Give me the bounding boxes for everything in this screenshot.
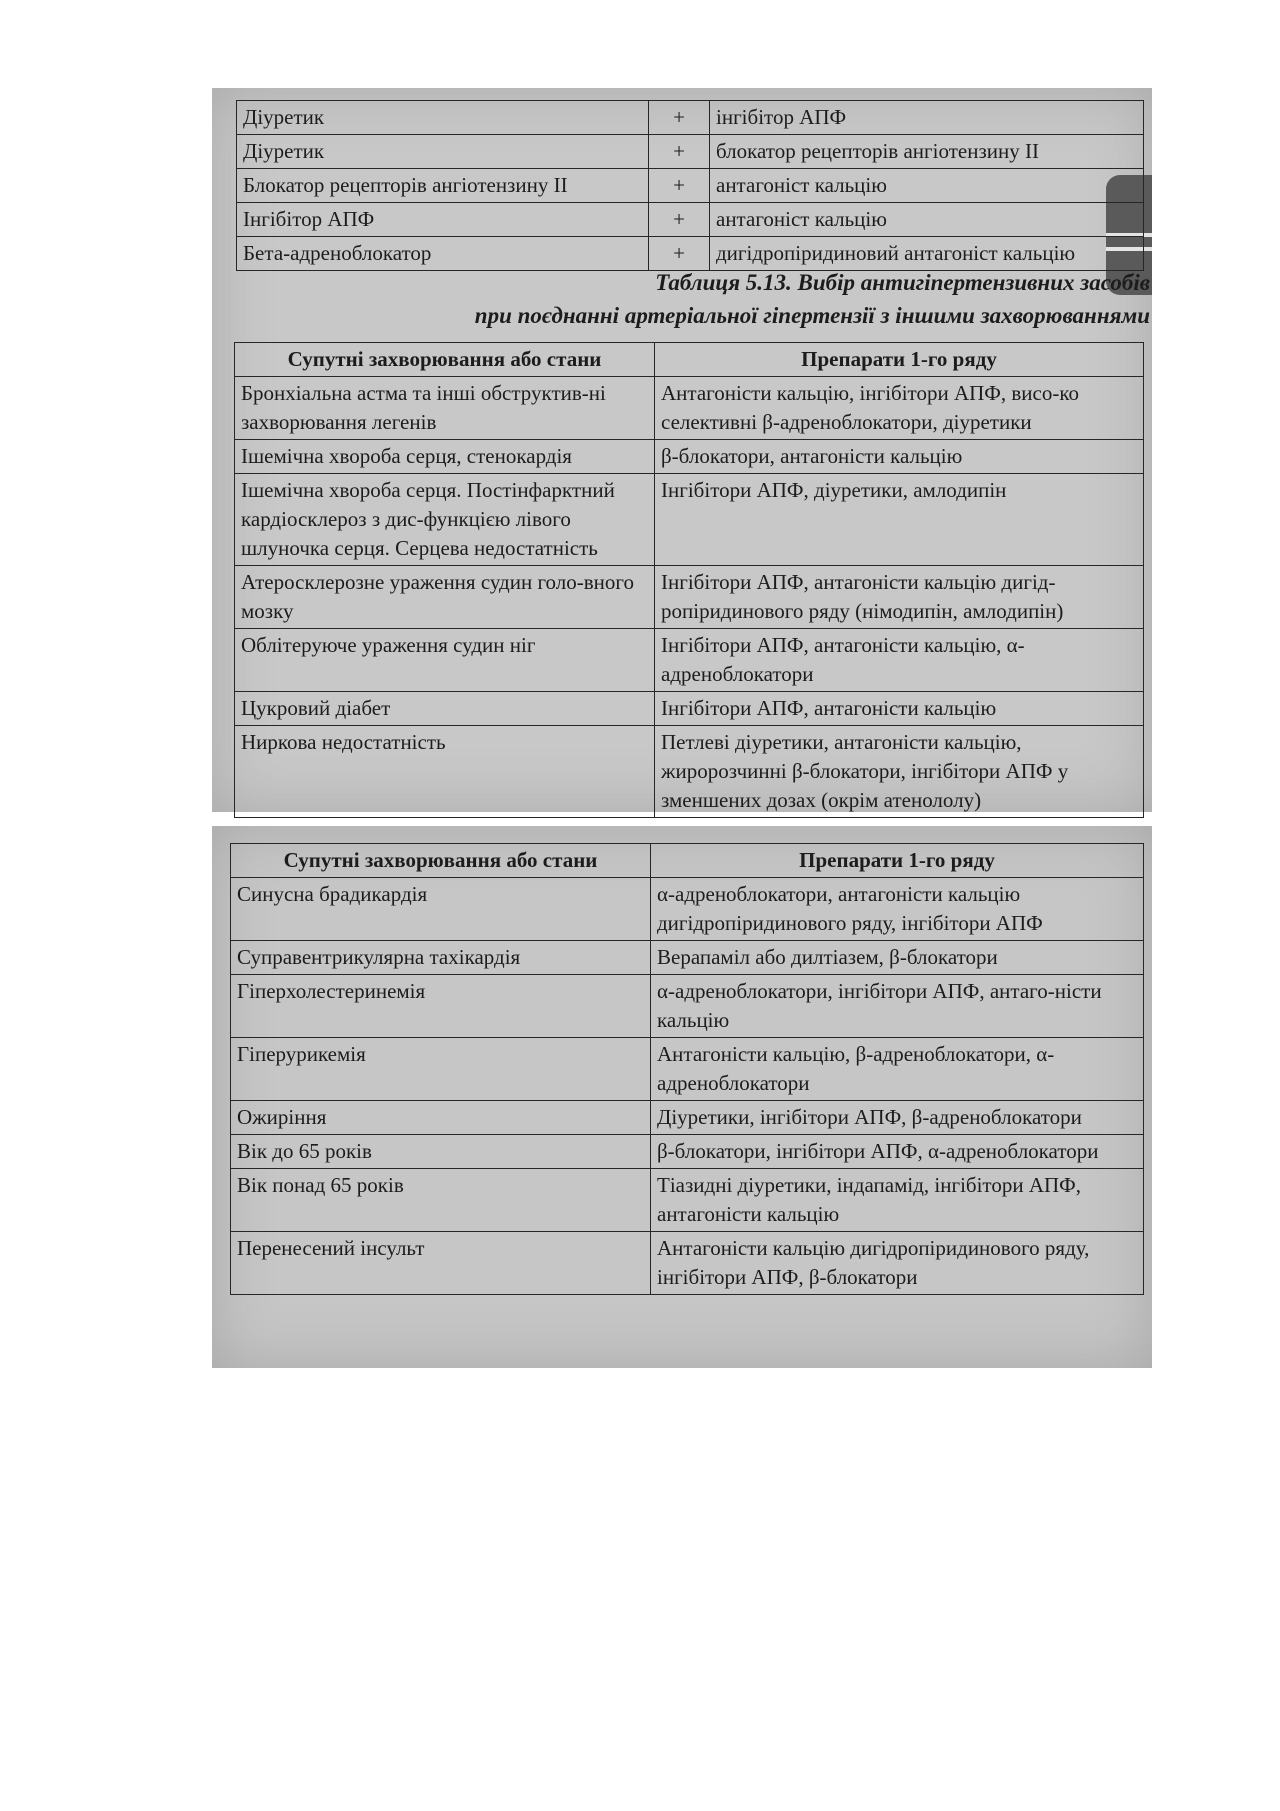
caption-line-1: Таблиця 5.13. Вибір антигіпертензивних засобів — [655, 270, 1150, 295]
table-row — [237, 203, 1144, 237]
table-row — [231, 1232, 1144, 1295]
table-row — [235, 692, 1144, 726]
drugs-cell: Інгібітори АПФ, антагоністи кальцію — [655, 692, 1144, 726]
table-row — [235, 629, 1144, 692]
condition-cell: Ожиріння — [231, 1101, 651, 1135]
drugs-cell: Тіазидні діуретики, індапамід, інгібітори АПФ, антагоністи кальцію — [651, 1169, 1144, 1232]
drugs-cell: Інгібітори АПФ, антагоністи кальцію дигід-ропіридинового ряду (німодипін, амлодипін) — [655, 566, 1144, 629]
combo-left: Блокатор рецепторів ангіотензину II — [237, 169, 649, 203]
condition-cell: Ниркова недостатність — [235, 726, 655, 818]
condition-cell: Гіперурикемія — [231, 1038, 651, 1101]
condition-cell: Бронхіальна астма та інші обструктив-ні захворювання легенів — [235, 377, 655, 440]
condition-cell: Суправентрикулярна тахікардія — [231, 941, 651, 975]
column-header-drugs: Препарати 1-го ряду — [651, 844, 1144, 878]
condition-cell: Ішемічна хвороба серця. Постінфарктний кардіосклероз з дис-функцією лівого шлуночка серця. Серцева недостатність — [235, 474, 655, 566]
combo-right: дигідропіридиновий антагоніст кальцію — [710, 237, 1144, 271]
combo-sign: + — [649, 169, 710, 203]
drugs-cell: α-адреноблокатори, антагоністи кальцію дигідропіридинового ряду, інгібітори АПФ — [651, 878, 1144, 941]
table-row — [237, 135, 1144, 169]
table-row — [231, 1101, 1144, 1135]
condition-cell: Перенесений інсульт — [231, 1232, 651, 1295]
table-row — [231, 975, 1144, 1038]
condition-cell: Синусна брадикардія — [231, 878, 651, 941]
combo-sign: + — [649, 135, 710, 169]
combo-left: Бета-адреноблокатор — [237, 237, 649, 271]
combo-right: інгібітор АПФ — [710, 101, 1144, 135]
table-row — [231, 878, 1144, 941]
table-row — [231, 1135, 1144, 1169]
table-row — [235, 566, 1144, 629]
table-row — [235, 440, 1144, 474]
drugs-cell: Антагоністи кальцію дигідропіридинового ряду, інгібітори АПФ, β-блокатори — [651, 1232, 1144, 1295]
drugs-cell: Діуретики, інгібітори АПФ, β-адреноблокатори — [651, 1101, 1144, 1135]
condition-cell: Ішемічна хвороба серця, стенокардія — [235, 440, 655, 474]
condition-cell: Цукровий діабет — [235, 692, 655, 726]
combo-right: антагоніст кальцію — [710, 169, 1144, 203]
drugs-cell: Інгібітори АПФ, антагоністи кальцію, α-адреноблокатори — [655, 629, 1144, 692]
drugs-cell: α-адреноблокатори, інгібітори АПФ, антаго-ністи кальцію — [651, 975, 1144, 1038]
combo-sign: + — [649, 237, 710, 271]
condition-cell: Вік понад 65 років — [231, 1169, 651, 1232]
caption-line-2: при поєднанні артеріальної гіпертензії з іншими захворюваннями — [474, 303, 1150, 328]
drugs-cell: Антагоністи кальцію, β-адреноблокатори, α-адреноблокатори — [651, 1038, 1144, 1101]
table-row — [235, 377, 1144, 440]
condition-cell: Вік до 65 років — [231, 1135, 651, 1169]
main-table — [234, 342, 1144, 818]
condition-cell: Атеросклерозне ураження судин голо-вного мозку — [235, 566, 655, 629]
combo-left: Діуретик — [237, 101, 649, 135]
table-row — [231, 941, 1144, 975]
table-row — [235, 726, 1144, 818]
combo-left: Діуретик — [237, 135, 649, 169]
combo-sign: + — [649, 101, 710, 135]
table-row — [231, 1038, 1144, 1101]
drugs-cell: β-блокатори, інгібітори АПФ, α-адреноблокатори — [651, 1135, 1144, 1169]
combo-left: Інгібітор АПФ — [237, 203, 649, 237]
table-caption — [380, 266, 1150, 332]
combo-right: блокатор рецепторів ангіотензину II — [710, 135, 1144, 169]
table-header-row — [235, 343, 1144, 377]
drugs-cell: Інгібітори АПФ, діуретики, амлодипін — [655, 474, 1144, 566]
table-row — [231, 1169, 1144, 1232]
combo-right: антагоніст кальцію — [710, 203, 1144, 237]
table-header-row — [231, 844, 1144, 878]
column-header-conditions: Супутні захворювання або стани — [235, 343, 655, 377]
continuation-table — [230, 843, 1144, 1295]
column-header-conditions: Супутні захворювання або стани — [231, 844, 651, 878]
column-header-drugs: Препарати 1-го ряду — [655, 343, 1144, 377]
drugs-cell: Петлеві діуретики, антагоністи кальцію, жиророзчинні β-блокатори, інгібітори АПФ у зменшених дозах (окрім атенололу) — [655, 726, 1144, 818]
table-row — [237, 169, 1144, 203]
combo-sign: + — [649, 203, 710, 237]
drugs-cell: β-блокатори, антагоністи кальцію — [655, 440, 1144, 474]
condition-cell: Гіперхолестеринемія — [231, 975, 651, 1038]
drugs-cell: Антагоністи кальцію, інгібітори АПФ, висо-ко селективні β-адреноблокатори, діуретики — [655, 377, 1144, 440]
table-row — [235, 474, 1144, 566]
drugs-cell: Верапаміл або дилтіазем, β-блокатори — [651, 941, 1144, 975]
condition-cell: Облітеруюче ураження судин ніг — [235, 629, 655, 692]
combination-table — [236, 100, 1144, 271]
table-row — [237, 101, 1144, 135]
